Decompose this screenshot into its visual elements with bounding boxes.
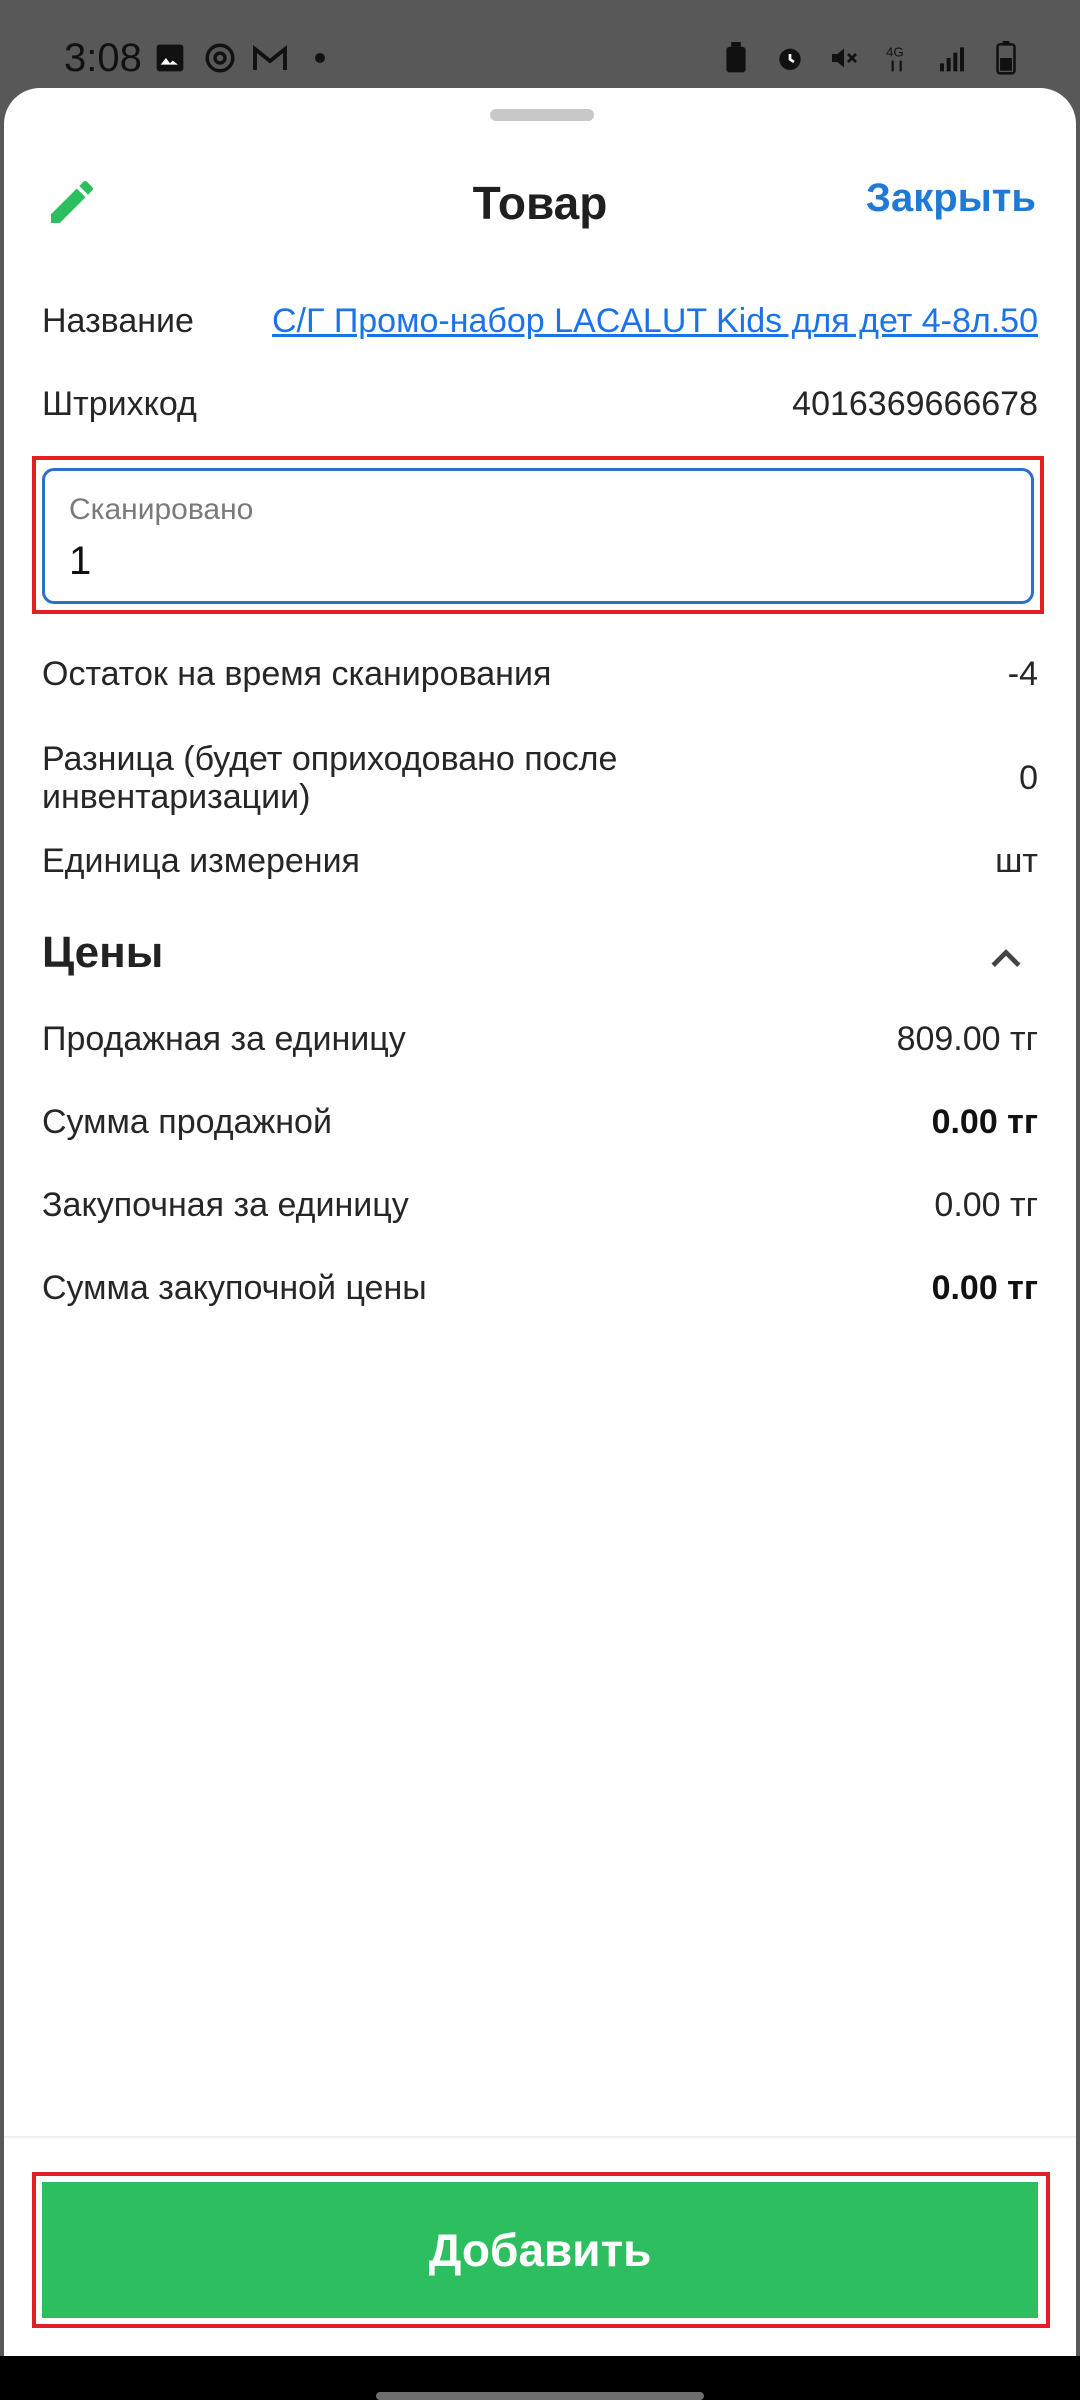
page-title: Товар — [472, 177, 608, 229]
sheet-header — [4, 148, 1076, 244]
add-button[interactable]: Добавить — [42, 2182, 1038, 2318]
battery-icon — [988, 40, 1024, 76]
difference-row — [42, 738, 1038, 818]
remaining-row — [42, 655, 1038, 694]
battery-saver-icon — [718, 40, 754, 76]
price-value: 0.00 тг — [931, 1269, 1038, 1307]
prices-section-title: Цены — [42, 928, 164, 977]
scanned-input[interactable] — [69, 539, 969, 584]
barcode-label: Штрихкод — [42, 385, 197, 423]
name-label: Название — [42, 302, 194, 340]
price-label: Закупочная за единицу — [42, 1186, 409, 1224]
remaining-value: -4 — [1007, 655, 1038, 693]
unit-value: шт — [995, 842, 1038, 880]
dot-icon — [302, 40, 338, 76]
scanned-field[interactable] — [42, 468, 1034, 604]
price-row — [42, 1186, 1038, 1225]
product-sheet — [4, 88, 1076, 2356]
price-label: Продажная за единицу — [42, 1020, 406, 1058]
status-bar — [0, 0, 1080, 88]
drag-handle[interactable] — [490, 109, 594, 121]
price-value: 809.00 тг — [896, 1020, 1038, 1058]
alarm-icon — [772, 40, 808, 76]
chevron-up-icon[interactable] — [984, 936, 1028, 980]
name-row — [42, 302, 1038, 341]
vibrate-icon — [826, 40, 862, 76]
difference-label: Разница (будет оприходовано после инвентаризации) — [42, 740, 618, 816]
price-value: 0.00 тг — [931, 1103, 1038, 1141]
remaining-label: Остаток на время сканирования — [42, 655, 552, 693]
price-label: Сумма закупочной цены — [42, 1269, 427, 1307]
gmail-icon — [252, 40, 288, 76]
price-row — [42, 1269, 1038, 1308]
barcode-value: 4016369666678 — [792, 385, 1038, 423]
signal-icon — [934, 40, 970, 76]
status-time: 3:08 — [64, 36, 142, 80]
price-label: Сумма продажной — [42, 1103, 332, 1141]
price-row — [42, 1020, 1038, 1059]
price-value: 0.00 тг — [934, 1186, 1038, 1224]
barcode-row — [42, 385, 1038, 424]
image-icon — [152, 40, 188, 76]
unit-row — [42, 842, 1038, 881]
product-name-link[interactable]: С/Г Промо-набор LACALUT Kids для дет 4-8л.50 — [271, 302, 1038, 340]
unit-label: Единица измерения — [42, 842, 360, 880]
at-icon — [202, 40, 238, 76]
price-row — [42, 1103, 1038, 1142]
difference-value: 0 — [1019, 758, 1038, 797]
footer-divider — [4, 2136, 1076, 2138]
close-button[interactable]: Закрыть — [865, 176, 1036, 220]
scanned-field-label: Сканировано — [69, 493, 254, 526]
svg-text:4G: 4G — [886, 44, 904, 60]
home-gesture-bar[interactable] — [376, 2392, 704, 2400]
4g-icon — [880, 40, 916, 76]
